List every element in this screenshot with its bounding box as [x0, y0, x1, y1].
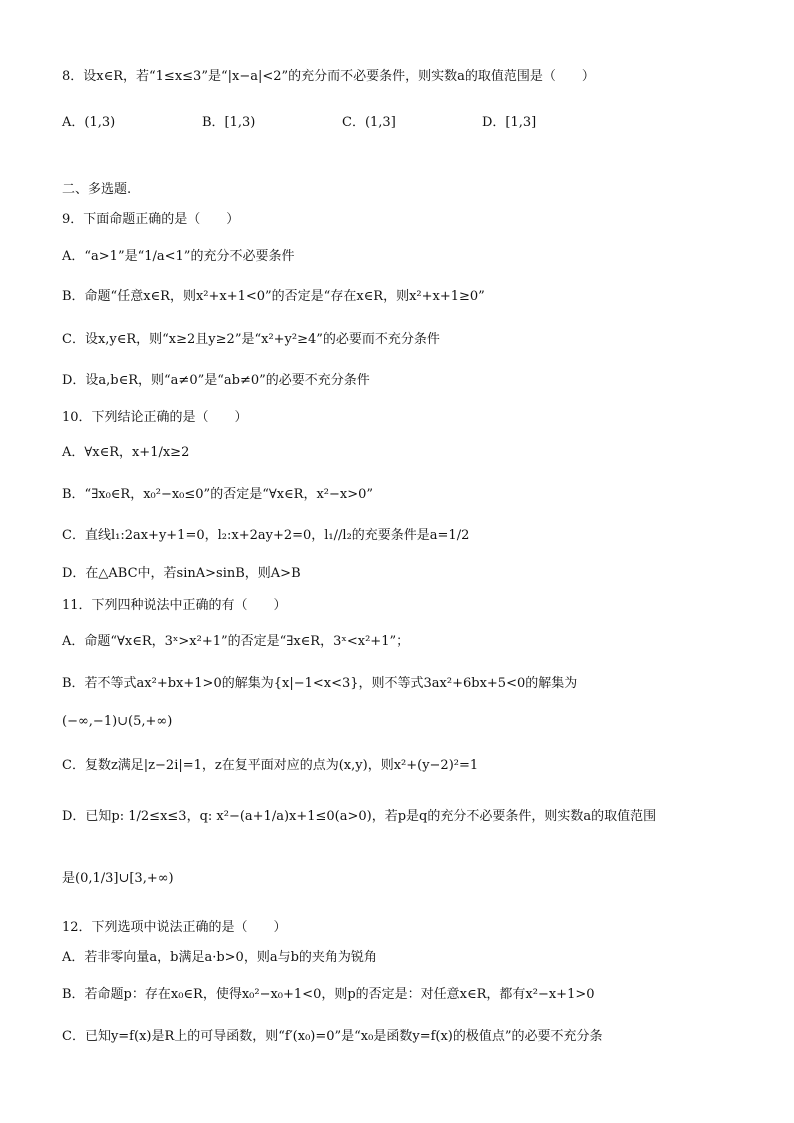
q10-option-a: A．∀x∈R，x+1/x≥2 — [62, 445, 190, 460]
q9-option-d: D．设a,b∈R，则“a≠0”是“ab≠0”的必要不充分条件 — [62, 373, 370, 388]
q10-option-b: B．“∃x₀∈R，x₀²−x₀≤0”的否定是“∀x∈R，x²−x>0” — [62, 487, 374, 502]
q11-option-d-line2: 是(0,1/3]∪[3,+∞) — [62, 871, 174, 886]
q11-stem: 11．下列四种说法中正确的有（ ） — [62, 598, 287, 613]
q8-option-b: B．[1,3) — [202, 115, 256, 130]
q10-option-c: C．直线l₁:2ax+y+1=0，l₂:x+2ay+2=0，l₁//l₂的充要条件是a=1/2 — [62, 528, 470, 543]
q11-option-b-line2: (−∞,−1)∪(5,+∞) — [62, 714, 173, 729]
q8-option-c: C．(1,3] — [342, 115, 396, 130]
q8-stem: 8．设x∈R，若“1≤x≤3”是“|x−a|<2”的充分而不必要条件，则实数a的取值范围是（ ） — [62, 69, 595, 84]
q12-stem: 12．下列选项中说法正确的是（ ） — [62, 920, 287, 935]
q8-option-a: A．(1,3) — [62, 115, 116, 130]
q9-option-c: C．设x,y∈R，则“x≥2且y≥2”是“x²+y²≥4”的必要而不充分条件 — [62, 332, 440, 347]
q8-option-d: D．[1,3] — [482, 115, 537, 130]
q12-option-b: B．若命题p：存在x₀∈R，使得x₀²−x₀+1<0，则p的否定是：对任意x∈R，都有x²−x+1>0 — [62, 987, 595, 1002]
q11-option-b-line1: B．若不等式ax²+bx+1>0的解集为{x|−1<x<3}，则不等式3ax²+6bx+5<0的解集为 — [62, 676, 578, 691]
q9-stem: 9．下面命题正确的是（ ） — [62, 212, 240, 227]
q11-option-a: A．命题“∀x∈R，3ˣ>x²+1”的否定是“∃x∈R，3ˣ<x²+1”； — [62, 634, 410, 649]
q12-option-a: A．若非零向量a，b满足a·b>0，则a与b的夹角为锐角 — [62, 950, 377, 965]
q9-option-b: B．命题“任意x∈R，则x²+x+1<0”的否定是“存在x∈R，则x²+x+1≥0” — [62, 289, 485, 304]
q10-stem: 10．下列结论正确的是（ ） — [62, 410, 248, 425]
q10-option-d: D．在△ABC中，若sinA>sinB，则A>B — [62, 566, 301, 581]
q11-option-c: C．复数z满足|z−2i|=1，z在复平面对应的点为(x,y)，则x²+(y−2)²=1 — [62, 758, 479, 773]
section-title-multiple-choice: 二、多选题. — [62, 182, 132, 197]
q11-option-d-line1: D．已知p: 1/2≤x≤3，q: x²−(a+1/a)x+1≤0(a>0)，若p是q的充分不必要条件，则实数a的取值范围 — [62, 809, 657, 824]
q12-option-c: C．已知y=f(x)是R上的可导函数，则“f′(x₀)=0”是“x₀是函数y=f(x)的极值点”的必要不充分条 — [62, 1029, 603, 1044]
q9-option-a: A．“a>1”是“1/a<1”的充分不必要条件 — [62, 249, 295, 264]
